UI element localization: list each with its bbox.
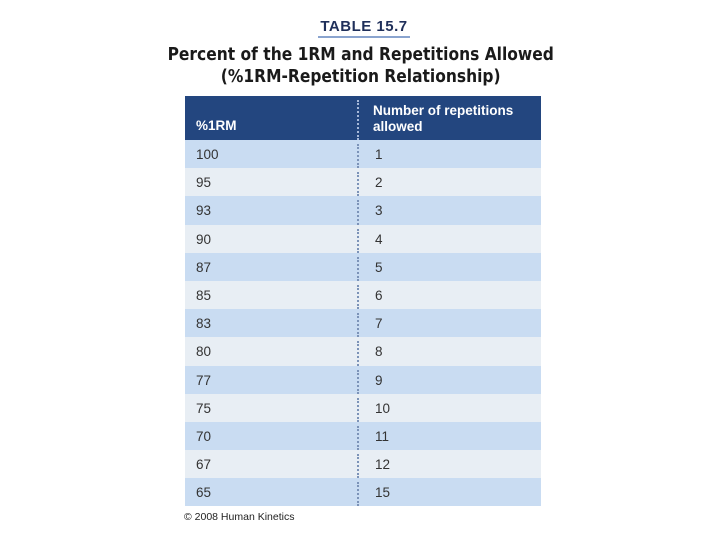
cell-repetitions: 6 (375, 287, 383, 303)
cell-percent-1rm: 100 (196, 147, 219, 162)
cell-repetitions: 7 (375, 316, 383, 332)
cell-percent-1rm: 65 (196, 485, 212, 501)
column-divider (357, 257, 359, 281)
table-row (185, 281, 541, 309)
cell-percent-1rm: 75 (196, 400, 212, 416)
table-row (185, 225, 541, 253)
cell-repetitions: 3 (375, 203, 383, 219)
cell-repetitions: 11 (375, 428, 390, 444)
column-header-percent-1rm: %1RM (196, 118, 237, 133)
cell-percent-1rm: 70 (196, 428, 212, 444)
table-title-line-2: (%1RM-Repetition Relationship) (220, 66, 501, 87)
table-label-text: TABLE 15.7 (318, 18, 409, 38)
cell-repetitions: 5 (375, 259, 383, 275)
cell-repetitions: 10 (375, 400, 391, 416)
cell-percent-1rm: 87 (196, 259, 212, 275)
table-row (185, 478, 541, 506)
table-body (185, 140, 541, 506)
table-row (185, 253, 541, 281)
data-table (185, 96, 541, 506)
column-divider (357, 398, 359, 422)
cell-percent-1rm: 85 (196, 287, 212, 303)
column-divider (357, 229, 359, 253)
cell-percent-1rm: 77 (196, 372, 212, 388)
column-divider (357, 144, 359, 168)
cell-repetitions: 15 (375, 485, 391, 501)
column-divider (357, 313, 359, 337)
copyright-notice: © 2008 Human Kinetics (184, 511, 295, 523)
cell-repetitions: 8 (375, 344, 383, 360)
table-label (0, 18, 720, 38)
column-divider (357, 482, 359, 506)
table-row (185, 422, 541, 450)
table-title (51, 44, 670, 88)
header-divider (357, 100, 359, 140)
column-divider (357, 454, 359, 478)
table-row (185, 450, 541, 478)
column-divider (357, 341, 359, 365)
cell-percent-1rm: 90 (196, 231, 212, 247)
cell-repetitions: 12 (375, 457, 391, 473)
column-divider (357, 370, 359, 394)
cell-percent-1rm: 93 (196, 203, 212, 219)
table-row (185, 140, 541, 168)
table-row (185, 366, 541, 394)
table-row (185, 168, 541, 196)
cell-percent-1rm: 67 (196, 457, 212, 473)
column-divider (357, 426, 359, 450)
table-header (185, 96, 541, 140)
cell-percent-1rm: 95 (196, 175, 212, 191)
cell-percent-1rm: 80 (196, 344, 212, 360)
column-header-repetitions: Number of repetitions allowed (373, 103, 514, 134)
table-row (185, 309, 541, 337)
table-row (185, 394, 541, 422)
column-divider (357, 172, 359, 196)
column-divider (357, 285, 359, 309)
table-title-line-1: Percent of the 1RM and Repetitions Allowed (167, 44, 554, 65)
table-row (185, 196, 541, 224)
table-row (185, 337, 541, 365)
cell-repetitions: 2 (375, 175, 383, 191)
cell-repetitions: 1 (375, 147, 383, 162)
cell-repetitions: 4 (375, 231, 383, 247)
cell-percent-1rm: 83 (196, 316, 212, 332)
cell-repetitions: 9 (375, 372, 383, 388)
column-divider (357, 200, 359, 224)
